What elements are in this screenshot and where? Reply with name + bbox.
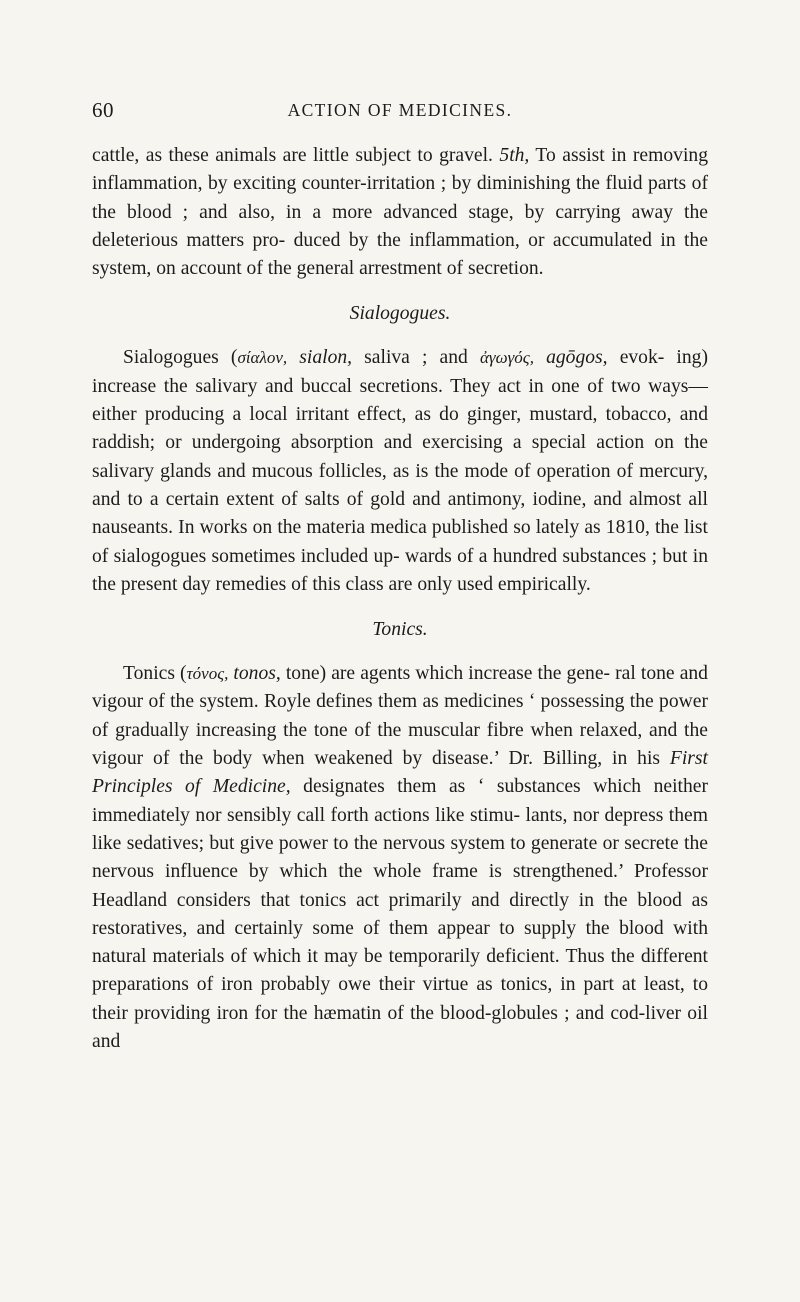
section-heading-tonics: Tonics. — [372, 619, 428, 641]
paragraph-continuation — [92, 142, 708, 283]
greek-term: ἀγωγός, — [479, 348, 534, 368]
paragraph-tonics — [92, 660, 708, 1056]
page-body — [92, 142, 708, 1056]
paragraph-text: tone) are agents which increase the gene- ral tone and vigour of the system. Royle defines them as medicines ‘ possessing the power of gradually increasing the tone of the muscular fibre when relaxed, and the vigour of the body when weakened by disease.’ Dr. Billing, in his — [92, 663, 708, 770]
paragraph-text: Tonics ( — [123, 663, 187, 685]
paragraph-text: Sialogogues ( — [123, 347, 238, 369]
section-heading-sialogogues: Sialogogues. — [349, 303, 451, 325]
page-number: 60 — [92, 98, 114, 122]
paragraph-text: cattle, as these animals are little subject to gravel. — [92, 145, 500, 166]
paragraph-text: evok- ing) increase the salivary and buccal secretions. They act in one of two ways—either producing a local irritant effect, as do ginger, mustard, tobacco, and raddish; or undergoing absorption and exercising a special action on the salivary glands and mucous follicles, as is the mode of operation of mercury, and to a certain extent of salts of gold and antimony, iodine, and almost all nauseants. In works on the materia medica published so lately as 1810, the list of sialogogues sometimes included up- wards of a hundred substances ; but in the present day remedies of this class are only used empirically. — [92, 347, 708, 595]
greek-term: σίαλον, — [237, 348, 288, 368]
transliteration: sialon, — [287, 347, 353, 369]
running-title: ACTION OF MEDICINES. — [287, 100, 513, 120]
transliteration: agōgos, — [533, 347, 608, 369]
paragraph-text: designates them as ‘ substances which neither immediately nor sensibly call forth actions like stimu- lants, nor depress them like sedatives; but give power to the nervous system to generate or secrete the nervous influence by which the whole frame is strengthened.’ Professor Headland considers that tonics act primarily and directly in the blood as restoratives, and certainly some of them appear to supply the blood with natural materials of which it may be temporarily deficient. Thus the different preparations of iron probably owe their virtue as tonics, in part at least, to their providing iron for the hæmatin of the blood-globules ; and cod-liver oil and — [92, 776, 709, 1053]
greek-term: τόνος, — [186, 664, 229, 684]
paragraph-text: saliva ; and — [352, 347, 480, 369]
book-title: First Principles of Medicine, — [92, 748, 708, 798]
paragraph-text: To assist in removing inflammation, by exciting counter-irritation ; by diminishing the fluid parts of the blood ; and also, in a more advanced stage, by carrying away the deleterious matters pro- duced by the inflammation, or accumulated in the system, on account of the general arrestment of secretion. — [92, 145, 708, 280]
transliteration: tonos, — [228, 663, 281, 685]
enumeration-fifth: 5th, — [499, 145, 530, 166]
paragraph-sialogogues — [92, 344, 708, 599]
running-head — [92, 98, 708, 124]
